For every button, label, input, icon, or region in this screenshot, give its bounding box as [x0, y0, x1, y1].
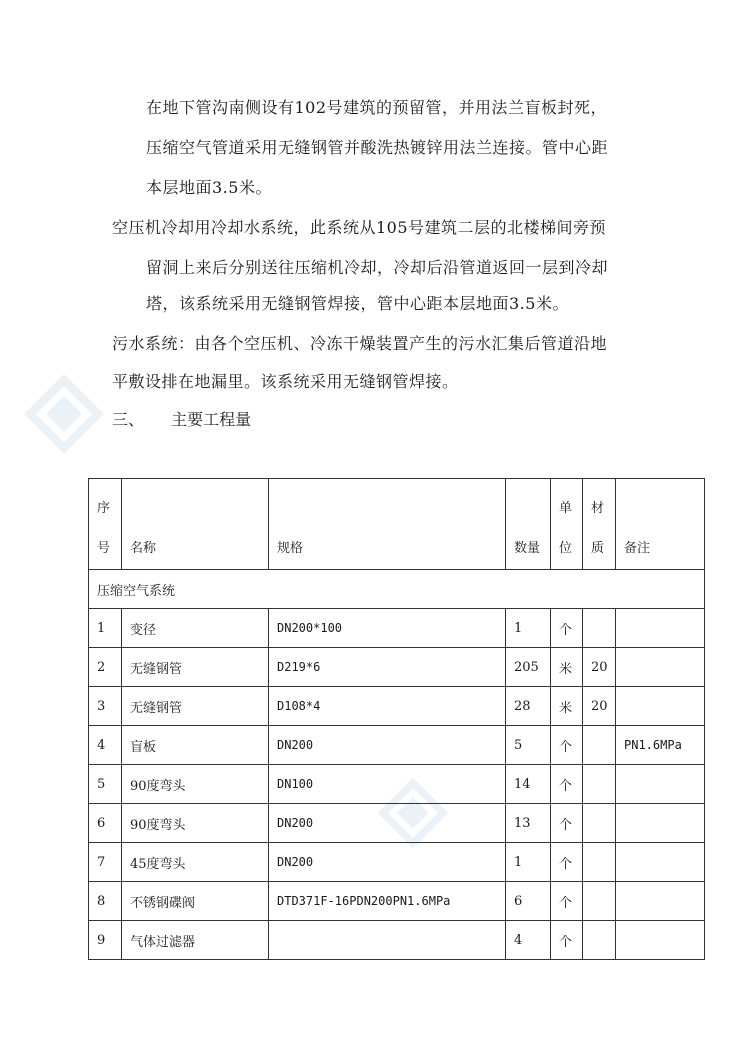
header-qty: 数量: [506, 479, 551, 570]
cell-qty: 1: [506, 843, 551, 882]
cell-spec: DTD371F-16PDN200PN1.6MPa: [269, 882, 506, 921]
table-row: [89, 921, 705, 960]
cell-qty: 13: [506, 804, 551, 843]
paragraph-line: 塔，该系统采用无缝钢管焊接，管中心距本层地面3.5米。: [146, 294, 569, 313]
header-spec: 规格: [269, 479, 506, 570]
cell-remark: [616, 804, 705, 843]
cell-spec: DN100: [269, 765, 506, 804]
cell-unit: 个: [551, 804, 583, 843]
cell-qty: 14: [506, 765, 551, 804]
cell-spec: DN200: [269, 804, 506, 843]
cell-spec: DN200*100: [269, 609, 506, 648]
cell-spec: DN200: [269, 726, 506, 765]
watermark-logo-icon: [22, 372, 106, 456]
cell-qty: 6: [506, 882, 551, 921]
cell-seq: 1: [89, 609, 122, 648]
section-heading: [112, 410, 251, 430]
cell-name: 无缝钢管: [122, 687, 269, 726]
cell-name: 45度弯头: [122, 843, 269, 882]
cell-material: [583, 843, 616, 882]
cell-seq: 6: [89, 804, 122, 843]
table-row: [89, 687, 705, 726]
cell-remark: [616, 609, 705, 648]
section-label: 压缩空气系统: [89, 570, 705, 609]
cell-remark: [616, 843, 705, 882]
cell-spec: D219*6: [269, 648, 506, 687]
cell-material: 20: [583, 648, 616, 687]
cell-unit: 个: [551, 765, 583, 804]
cell-material: [583, 726, 616, 765]
cell-unit: 米: [551, 648, 583, 687]
cell-name: 变径: [122, 609, 269, 648]
cell-remark: PN1.6MPa: [616, 726, 705, 765]
cell-unit: 个: [551, 726, 583, 765]
cell-remark: [616, 921, 705, 960]
table-row: [89, 804, 705, 843]
quantities-table: [88, 478, 705, 960]
cell-seq: 4: [89, 726, 122, 765]
cell-qty: 5: [506, 726, 551, 765]
cell-unit: 个: [551, 921, 583, 960]
cell-name: 不锈钢碟阀: [122, 882, 269, 921]
paragraph-line: 空压机冷却用冷却水系统，此系统从105号建筑二层的北楼梯间旁预: [112, 218, 607, 237]
header-seq: 序 号: [89, 479, 122, 570]
paragraph-line: 污水系统：由各个空压机、冷冻干燥装置产生的污水汇集后管道沿地: [112, 334, 608, 353]
cell-name: 盲板: [122, 726, 269, 765]
cell-remark: [616, 882, 705, 921]
cell-unit: 个: [551, 843, 583, 882]
cell-name: 90度弯头: [122, 765, 269, 804]
cell-material: [583, 921, 616, 960]
table-row: [89, 648, 705, 687]
table-row: [89, 843, 705, 882]
cell-qty: 205: [506, 648, 551, 687]
paragraph-line: 留洞上来后分别送往压缩机冷却，冷却后沿管道返回一层到冷却: [146, 258, 609, 277]
section-number: 三、: [112, 410, 145, 429]
cell-material: [583, 804, 616, 843]
cell-seq: 3: [89, 687, 122, 726]
cell-seq: 2: [89, 648, 122, 687]
cell-seq: 5: [89, 765, 122, 804]
cell-spec: [269, 921, 506, 960]
cell-qty: 4: [506, 921, 551, 960]
header-unit: 单 位: [551, 479, 583, 570]
table-section-row: [89, 570, 705, 609]
cell-unit: 米: [551, 687, 583, 726]
cell-seq: 9: [89, 921, 122, 960]
cell-seq: 8: [89, 882, 122, 921]
cell-material: [583, 882, 616, 921]
table-row: [89, 882, 705, 921]
cell-name: 无缝钢管: [122, 648, 269, 687]
cell-remark: [616, 648, 705, 687]
table-header-row: [89, 479, 705, 570]
table-row: [89, 765, 705, 804]
cell-unit: 个: [551, 882, 583, 921]
cell-name: 90度弯头: [122, 804, 269, 843]
cell-qty: 1: [506, 609, 551, 648]
cell-spec: D108*4: [269, 687, 506, 726]
cell-qty: 28: [506, 687, 551, 726]
cell-name: 气体过滤器: [122, 921, 269, 960]
cell-material: [583, 765, 616, 804]
cell-unit: 个: [551, 609, 583, 648]
cell-material: [583, 609, 616, 648]
paragraph-line: 在地下管沟南侧设有102号建筑的预留管，并用法兰盲板封死，: [146, 98, 608, 117]
cell-seq: 7: [89, 843, 122, 882]
paragraph-line: 本层地面3.5米。: [146, 178, 272, 197]
table-row: [89, 726, 705, 765]
header-remark: 备注: [616, 479, 705, 570]
header-name: 名称: [122, 479, 269, 570]
cell-remark: [616, 687, 705, 726]
paragraph-line: 压缩空气管道采用无缝钢管并酸洗热镀锌用法兰连接。管中心距: [146, 138, 609, 157]
cell-material: 20: [583, 687, 616, 726]
cell-spec: DN200: [269, 843, 506, 882]
section-title: 主要工程量: [171, 410, 252, 429]
cell-remark: [616, 765, 705, 804]
table-row: [89, 609, 705, 648]
paragraph-line: 平敷设排在地漏里。该系统采用无缝钢管焊接。: [112, 372, 459, 391]
header-material: 材 质: [583, 479, 616, 570]
